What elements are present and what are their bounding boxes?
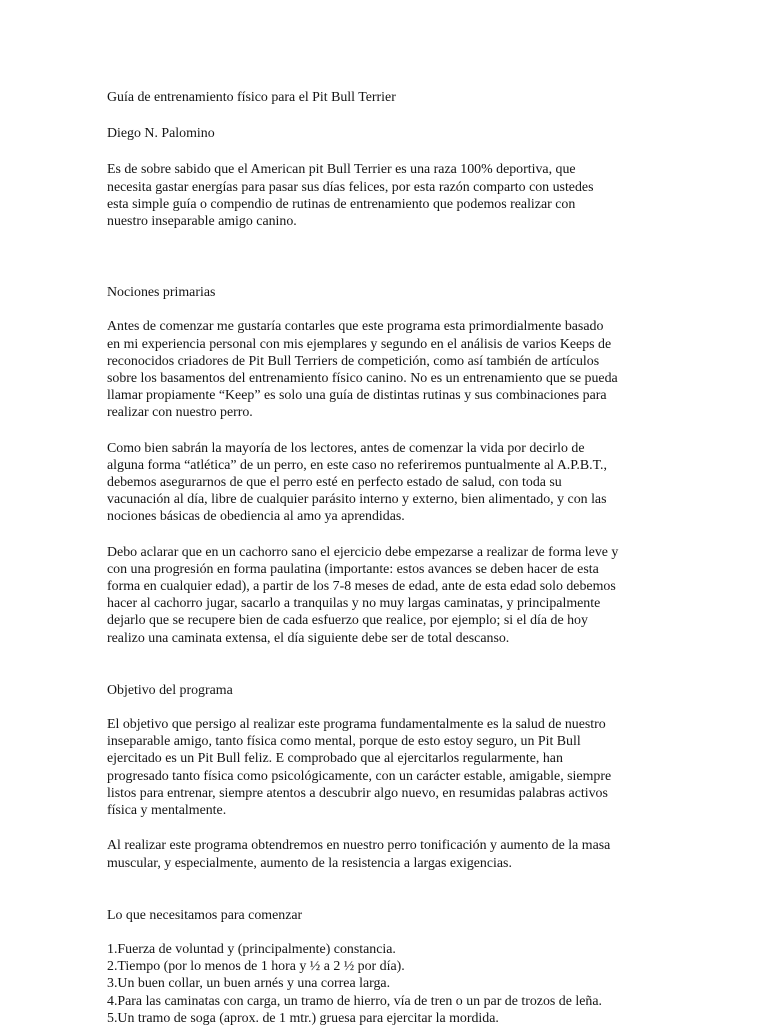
document-title: Guía de entrenamiento físico para el Pit Bull Terrier — [107, 90, 396, 105]
list-item: 5.Un tramo de soga (aprox. de 1 mtr.) gruesa para ejercitar la mordida. — [107, 1010, 499, 1026]
list-item: 1.Fuerza de voluntad y (principalmente) constancia. — [107, 941, 396, 957]
paragraph-objetivo-1: El objetivo que persigo al realizar este programa fundamentalmente es la salud de nuestro inseparable amigo, tanto física como mental, porque de esto estoy seguro, un Pit Bull ejercitado es un Pit Bull feliz. E comprobado que al ejercitarlos regularmente, han progresado tanto física como psicológicamente, con un carácter estable, amigable, siempre listos para entrenar, siempre atentos a descubrir algo nuevo, en resumidas palabras activos física y mentalmente. — [107, 717, 612, 819]
document-author: Diego N. Palomino — [107, 126, 215, 142]
requirements-list — [107, 941, 707, 1027]
section-heading-objetivo: Objetivo del programa — [107, 682, 233, 698]
list-item: 2.Tiempo (por lo menos de 1 hora y ½ a 2 ½ por día). — [107, 959, 405, 975]
section-heading-necesitamos: Lo que necesitamos para comenzar — [107, 907, 303, 923]
list-item: 4.Para las caminatas con carga, un tramo de hierro, vía de tren o un par de trozos de leña. — [107, 993, 602, 1009]
paragraph-nociones-2: Como bien sabrán la mayoría de los lectores, antes de comenzar la vida por decirlo de alguna forma “atlética” de un perro, en este caso no referiremos puntualmente al A.P.B.T., debemos asegurarnos de que el perro esté en perfecto estado de salud, con toda su vacunación al día, libre de cualquier parásito interno y externo, bien alimentado, y con las nociones básicas de obediencia al amo ya aprendidas. — [107, 440, 607, 525]
intro-paragraph: Es de sobre sabido que el American pit Bull Terrier es una raza 100% deportiva, que necesita gastar energías para pasar sus días felices, por esta razón comparto con ustedes esta simple guía o compendio de rutinas de entrenamiento que podemos realizar con nuestro inseparable amigo canino. — [107, 162, 594, 230]
document-page — [107, 89, 707, 1027]
list-item: 3.Un buen collar, un buen arnés y una correa larga. — [107, 976, 391, 992]
paragraph-nociones-1: Antes de comenzar me gustaría contarles que este programa esta primordialmente basado en mi experiencia personal con mis ejemplares y segundo en el análisis de varios Keeps de reconocidos criadores de Pit Bull Terriers de competición, como así también de artículos sobre los basamentos del entrenamiento físico canino. No es un entrenamiento que se pueda llamar propiamente “Keep” es solo una guía de distintas rutinas y sus combinaciones para realizar con nuestro perro. — [107, 319, 618, 421]
paragraph-objetivo-2: Al realizar este programa obtendremos en nuestro perro tonificación y aumento de la masa muscular, y especialmente, aumento de la resistencia a largas exigencias. — [107, 838, 611, 871]
paragraph-nociones-3: Debo aclarar que en un cachorro sano el ejercicio debe empezarse a realizar de forma leve y con una progresión en forma paulatina (importante: estos avances se deben hacer de esta forma en cualquier edad), a partir de los 7-8 meses de edad, ante de esta edad solo debemos hacer al cachorro jugar, sacarlo a tranquilas y no muy largas caminatas, y principalmente dejarlo que se recupere bien de cada esfuerzo que realice, por ejemplo; si el día de hoy realizo una caminata extensa, el día siguiente debe ser de total descanso. — [107, 544, 619, 646]
section-heading-nociones: Nociones primarias — [107, 285, 216, 301]
